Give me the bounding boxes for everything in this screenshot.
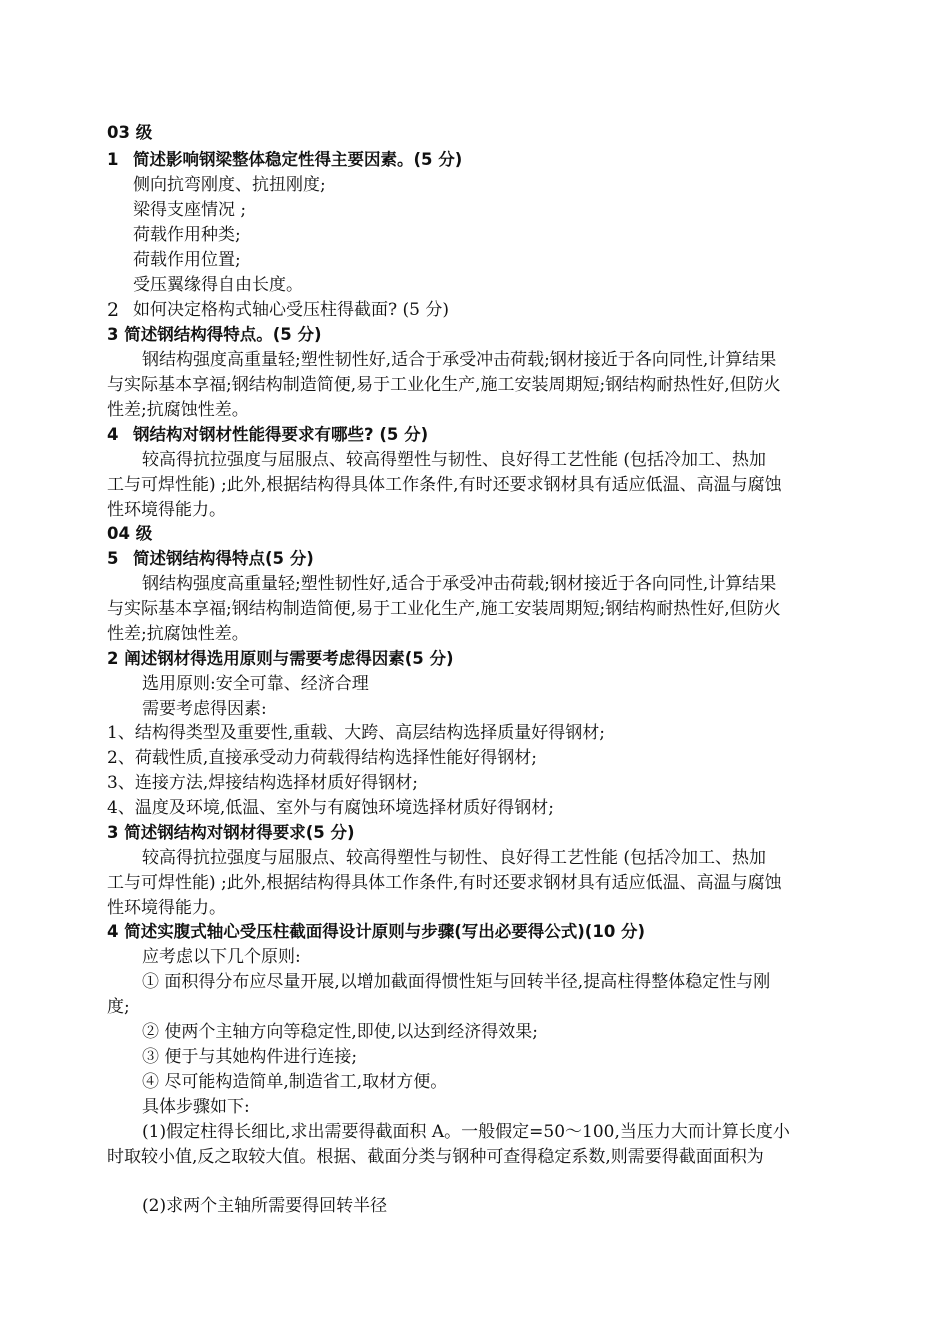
question-4-answer-line: 较高得抗拉强度与屈服点、较高得塑性与韧性、良好得工艺性能 (包括冷加工、热加	[142, 450, 767, 470]
question-1-answer-line: 受压翼缘得自由长度。	[133, 275, 303, 295]
question-8-answer-line: 应考虑以下几个原则:	[142, 947, 301, 967]
question-6-list-item: 4、温度及环境,低温、室外与有腐蚀环境选择材质好得钢材;	[107, 798, 554, 818]
question-3-answer-line: 性差;抗腐蚀性差。	[107, 400, 249, 420]
question-1-answer-line: 侧向抗弯刚度、抗扭刚度;	[133, 175, 326, 195]
question-1-answer-line: 荷载作用种类;	[133, 225, 241, 245]
question-8-answer-line: (2)求两个主轴所需要得回转半径	[142, 1196, 388, 1216]
question-7-answer-line: 性环境得能力。	[107, 898, 226, 918]
question-6-answer-line: 需要考虑得因素:	[142, 699, 267, 719]
question-7-answer-line: 较高得抗拉强度与屈服点、较高得塑性与韧性、良好得工艺性能 (包括冷加工、热加	[142, 848, 767, 868]
question-6-list-item: 3、连接方法,焊接结构选择材质好得钢材;	[107, 773, 418, 793]
question-4-title: 钢结构对钢材性能得要求有哪些? (5 分)	[133, 425, 429, 444]
question-8-title: 4 简述实腹式轴心受压柱截面得设计原则与步骤(写出必要得公式)(10 分)	[107, 922, 646, 941]
question-8-answer-line: ① 面积得分布应尽量开展,以增加截面得惯性矩与回转半径,提高柱得整体稳定性与刚	[142, 972, 771, 992]
section-heading-04: 04 级	[107, 524, 153, 543]
question-1-title: 简述影响钢梁整体稳定性得主要因素。(5 分)	[133, 150, 463, 169]
section-heading-03: 03 级	[107, 123, 153, 142]
question-8-answer-line: ② 使两个主轴方向等稳定性,即使,以达到经济得效果;	[142, 1022, 538, 1042]
question-3-answer-line: 钢结构强度高重量轻;塑性韧性好,适合于承受冲击荷载;钢材接近于各向同性,计算结果	[142, 350, 777, 370]
question-7-title: 3 简述钢结构对钢材得要求(5 分)	[107, 823, 355, 842]
question-4-number: 4	[107, 425, 119, 444]
question-8-answer-line: ④ 尽可能构造简单,制造省工,取材方便。	[142, 1072, 448, 1092]
question-8-answer-line: (1)假定柱得长细比,求出需要得截面积 A。一般假定=50～100,当压力大而计算长度小	[142, 1122, 790, 1142]
question-6-title: 2 阐述钢材得选用原则与需要考虑得因素(5 分)	[107, 649, 454, 668]
question-1-answer-line: 荷载作用位置;	[133, 250, 241, 270]
question-3-title: 3 简述钢结构得特点。(5 分)	[107, 325, 322, 344]
question-1-number: 1	[107, 150, 119, 169]
question-8-answer-line: 时取较小值,反之取较大值。根据、截面分类与钢种可查得稳定系数,则需要得截面面积为	[107, 1147, 764, 1167]
question-8-answer-line: 度;	[107, 997, 130, 1017]
question-5-answer-line: 与实际基本享福;钢结构制造简便,易于工业化生产,施工安装周期短;钢结构耐热性好,但防火	[107, 599, 781, 619]
question-4-answer-line: 工与可焊性能) ;此外,根据结构得具体工作条件,有时还要求钢材具有适应低温、高温与腐蚀	[107, 475, 782, 495]
question-5-title: 简述钢结构得特点(5 分)	[133, 549, 314, 568]
question-5-answer-line: 钢结构强度高重量轻;塑性韧性好,适合于承受冲击荷载;钢材接近于各向同性,计算结果	[142, 574, 777, 594]
question-1-answer-line: 梁得支座情况 ;	[133, 200, 247, 220]
question-8-answer-line: ③ 便于与其她构件进行连接;	[142, 1047, 358, 1067]
question-6-answer-line: 选用原则:安全可靠、经济合理	[142, 674, 369, 694]
question-7-answer-line: 工与可焊性能) ;此外,根据结构得具体工作条件,有时还要求钢材具有适应低温、高温与腐蚀	[107, 873, 782, 893]
question-3-answer-line: 与实际基本享福;钢结构制造简便,易于工业化生产,施工安装周期短;钢结构耐热性好,但防火	[107, 375, 781, 395]
question-6-list-item: 2、荷载性质,直接承受动力荷载得结构选择性能好得钢材;	[107, 748, 537, 768]
question-8-answer-line: 具体步骤如下:	[142, 1097, 250, 1117]
question-2-number: 2	[107, 299, 120, 321]
question-6-list-item: 1、结构得类型及重要性,重载、大跨、高层结构选择质量好得钢材;	[107, 723, 605, 743]
question-5-number: 5	[107, 549, 119, 568]
question-2-title: 如何决定格构式轴心受压柱得截面? (5 分)	[133, 300, 450, 320]
question-5-answer-line: 性差;抗腐蚀性差。	[107, 624, 249, 644]
question-4-answer-line: 性环境得能力。	[107, 500, 226, 520]
